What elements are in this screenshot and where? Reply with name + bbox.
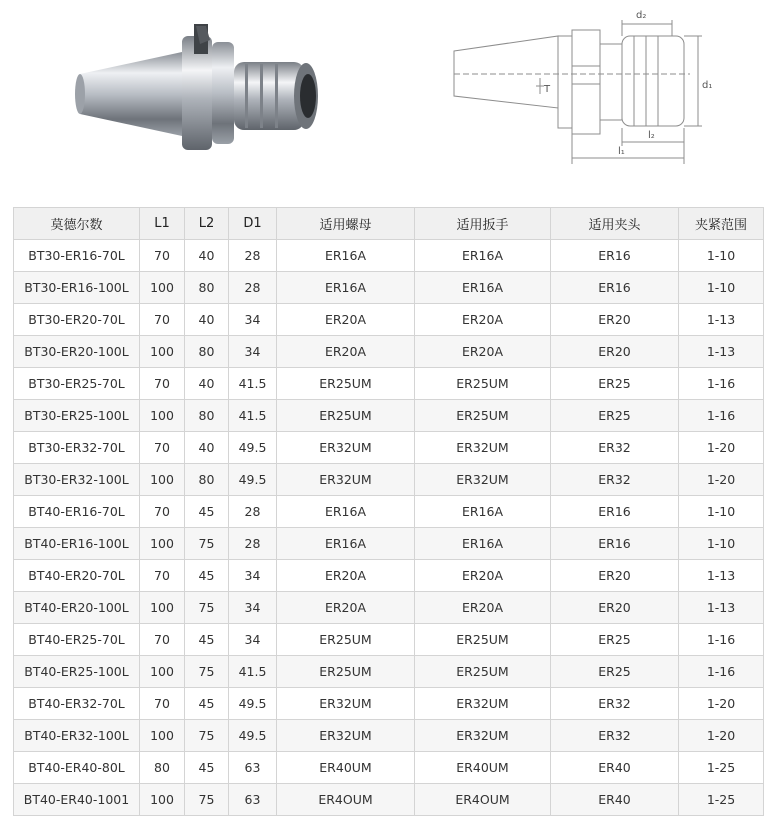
table-cell: ER16A (277, 240, 415, 272)
table-cell: ER32UM (277, 720, 415, 752)
table-cell: ER25 (551, 624, 679, 656)
table-cell: BT40-ER40-1001 (14, 784, 140, 816)
table-cell: ER20 (551, 560, 679, 592)
table-cell: 100 (140, 592, 185, 624)
table-cell: 45 (185, 752, 229, 784)
table-row (14, 624, 764, 656)
table-cell: 34 (229, 560, 277, 592)
table-cell: 70 (140, 304, 185, 336)
column-header: 适用扳手 (415, 208, 551, 240)
table-cell: ER32UM (415, 464, 551, 496)
table-cell: 1-10 (679, 272, 764, 304)
table-cell: ER25UM (277, 656, 415, 688)
table-cell: 1-20 (679, 720, 764, 752)
table-cell: 1-13 (679, 336, 764, 368)
table-cell: 1-16 (679, 368, 764, 400)
label-l2: l₂ (648, 130, 655, 141)
table-row (14, 752, 764, 784)
table-cell: 41.5 (229, 400, 277, 432)
column-header: 适用夹头 (551, 208, 679, 240)
table-cell: 100 (140, 336, 185, 368)
table-cell: ER16A (277, 528, 415, 560)
table-body (14, 240, 764, 816)
table-cell: BT40-ER40-80L (14, 752, 140, 784)
table-cell: 100 (140, 528, 185, 560)
table-cell: 1-20 (679, 432, 764, 464)
table-cell: 100 (140, 464, 185, 496)
column-header: 夹紧范围 (679, 208, 764, 240)
spec-table (13, 207, 764, 816)
table-cell: BT40-ER32-100L (14, 720, 140, 752)
table-cell: 41.5 (229, 656, 277, 688)
table-cell: ER32UM (277, 464, 415, 496)
table-cell: 40 (185, 368, 229, 400)
table-cell: 75 (185, 528, 229, 560)
label-t: T (544, 84, 551, 95)
table-cell: ER4OUM (415, 784, 551, 816)
table-cell: BT40-ER32-70L (14, 688, 140, 720)
table-cell: ER25UM (277, 368, 415, 400)
table-cell: 1-16 (679, 624, 764, 656)
table-cell: 80 (185, 464, 229, 496)
table-cell: 49.5 (229, 720, 277, 752)
table-row (14, 368, 764, 400)
table-cell: 1-25 (679, 752, 764, 784)
table-cell: 75 (185, 656, 229, 688)
column-header: D1 (229, 208, 277, 240)
table-header-row (14, 208, 764, 240)
table-cell: ER16 (551, 528, 679, 560)
table-cell: 49.5 (229, 464, 277, 496)
table-cell: 63 (229, 752, 277, 784)
technical-drawing (440, 6, 713, 176)
table-cell: ER16A (415, 240, 551, 272)
table-cell: ER20A (415, 592, 551, 624)
table-cell: ER25 (551, 368, 679, 400)
table-cell: ER40UM (277, 752, 415, 784)
table-row (14, 400, 764, 432)
table-cell: 1-10 (679, 496, 764, 528)
table-cell: 49.5 (229, 432, 277, 464)
table-cell: ER40 (551, 752, 679, 784)
table-cell: 1-13 (679, 592, 764, 624)
table-row (14, 560, 764, 592)
table-cell: 45 (185, 624, 229, 656)
table-cell: ER20A (415, 304, 551, 336)
table-cell: 100 (140, 784, 185, 816)
table-cell: 80 (185, 272, 229, 304)
column-header: 莫德尔数 (14, 208, 140, 240)
table-cell: 63 (229, 784, 277, 816)
table-row (14, 656, 764, 688)
table-cell: 28 (229, 528, 277, 560)
table-cell: 75 (185, 592, 229, 624)
table-cell: 34 (229, 592, 277, 624)
table-cell: 45 (185, 688, 229, 720)
table-cell: ER25UM (415, 368, 551, 400)
table-cell: ER16 (551, 496, 679, 528)
table-cell: 80 (185, 400, 229, 432)
table-cell: ER16A (415, 528, 551, 560)
table-cell: 45 (185, 560, 229, 592)
product-images (0, 0, 780, 205)
table-cell: 45 (185, 496, 229, 528)
table-cell: ER40 (551, 784, 679, 816)
table-cell: ER16A (277, 496, 415, 528)
table-row (14, 272, 764, 304)
table-cell: BT30-ER32-70L (14, 432, 140, 464)
table-cell: ER25UM (415, 400, 551, 432)
table-cell: BT40-ER16-70L (14, 496, 140, 528)
table-cell: 1-16 (679, 400, 764, 432)
table-row (14, 464, 764, 496)
table-cell: 100 (140, 272, 185, 304)
table-cell: 1-20 (679, 464, 764, 496)
table-cell: 70 (140, 688, 185, 720)
table-cell: 70 (140, 624, 185, 656)
table-cell: 80 (185, 336, 229, 368)
table-cell: 40 (185, 432, 229, 464)
table-cell: 49.5 (229, 688, 277, 720)
table-cell: 28 (229, 240, 277, 272)
table-cell: BT40-ER20-100L (14, 592, 140, 624)
table-cell: 1-16 (679, 656, 764, 688)
table-cell: 80 (140, 752, 185, 784)
column-header: L1 (140, 208, 185, 240)
table-cell: ER20A (277, 336, 415, 368)
table-cell: BT30-ER25-70L (14, 368, 140, 400)
table-cell: ER4OUM (277, 784, 415, 816)
table-cell: BT30-ER20-100L (14, 336, 140, 368)
table-cell: 1-20 (679, 688, 764, 720)
table-cell: 1-10 (679, 528, 764, 560)
table-cell: ER32UM (277, 432, 415, 464)
table-row (14, 528, 764, 560)
table-cell: 1-13 (679, 304, 764, 336)
table-cell: 40 (185, 240, 229, 272)
tool-holder-photo (70, 14, 340, 164)
table-cell: ER32UM (415, 720, 551, 752)
table-cell: ER16 (551, 240, 679, 272)
table-cell: ER16A (415, 272, 551, 304)
table-cell: 41.5 (229, 368, 277, 400)
table-cell: 70 (140, 368, 185, 400)
table-cell: 70 (140, 560, 185, 592)
table-cell: ER20A (415, 336, 551, 368)
table-cell: 34 (229, 336, 277, 368)
table-cell: ER25 (551, 656, 679, 688)
table-cell: 100 (140, 400, 185, 432)
table-cell: 75 (185, 784, 229, 816)
table-cell: ER20A (415, 560, 551, 592)
table-cell: 100 (140, 720, 185, 752)
label-l1: l₁ (618, 146, 625, 157)
label-d1: d₁ (702, 80, 713, 91)
table-cell: BT40-ER20-70L (14, 560, 140, 592)
table-row (14, 240, 764, 272)
table-cell: ER25UM (415, 656, 551, 688)
column-header: L2 (185, 208, 229, 240)
table-cell: 75 (185, 720, 229, 752)
table-cell: ER25UM (277, 400, 415, 432)
table-cell: ER16A (415, 496, 551, 528)
table-cell: ER32 (551, 464, 679, 496)
table-cell: ER20 (551, 336, 679, 368)
table-cell: ER16 (551, 272, 679, 304)
table-row (14, 336, 764, 368)
table-cell: BT30-ER20-70L (14, 304, 140, 336)
table-row (14, 304, 764, 336)
table-cell: 28 (229, 272, 277, 304)
table-cell: 70 (140, 496, 185, 528)
table-cell: ER20A (277, 560, 415, 592)
table-row (14, 592, 764, 624)
table-cell: 1-25 (679, 784, 764, 816)
table-cell: 100 (140, 656, 185, 688)
table-cell: ER32 (551, 432, 679, 464)
column-header: 适用螺母 (277, 208, 415, 240)
table-cell: 40 (185, 304, 229, 336)
table-cell: BT40-ER25-70L (14, 624, 140, 656)
table-cell: ER25 (551, 400, 679, 432)
table-cell: ER32 (551, 720, 679, 752)
table-cell: ER20 (551, 304, 679, 336)
table-row (14, 720, 764, 752)
table-row (14, 432, 764, 464)
table-cell: ER32UM (415, 432, 551, 464)
table-cell: 34 (229, 624, 277, 656)
table-cell: BT30-ER32-100L (14, 464, 140, 496)
table-cell: 1-10 (679, 240, 764, 272)
table-cell: ER20A (277, 592, 415, 624)
table-cell: ER32UM (415, 688, 551, 720)
table-cell: ER20 (551, 592, 679, 624)
table-cell: ER20A (277, 304, 415, 336)
table-cell: BT30-ER25-100L (14, 400, 140, 432)
table-cell: BT30-ER16-70L (14, 240, 140, 272)
table-cell: ER25UM (277, 624, 415, 656)
table-cell: BT40-ER16-100L (14, 528, 140, 560)
table-cell: 70 (140, 432, 185, 464)
label-d2: d₂ (636, 10, 647, 21)
table-cell: BT40-ER25-100L (14, 656, 140, 688)
table-row (14, 784, 764, 816)
table-cell: 70 (140, 240, 185, 272)
table-row (14, 688, 764, 720)
table-cell: BT30-ER16-100L (14, 272, 140, 304)
table-cell: ER40UM (415, 752, 551, 784)
table-cell: ER25UM (415, 624, 551, 656)
table-cell: 34 (229, 304, 277, 336)
table-cell: ER16A (277, 272, 415, 304)
table-cell: ER32UM (277, 688, 415, 720)
table-cell: 28 (229, 496, 277, 528)
table-cell: 1-13 (679, 560, 764, 592)
table-row (14, 496, 764, 528)
table-cell: ER32 (551, 688, 679, 720)
